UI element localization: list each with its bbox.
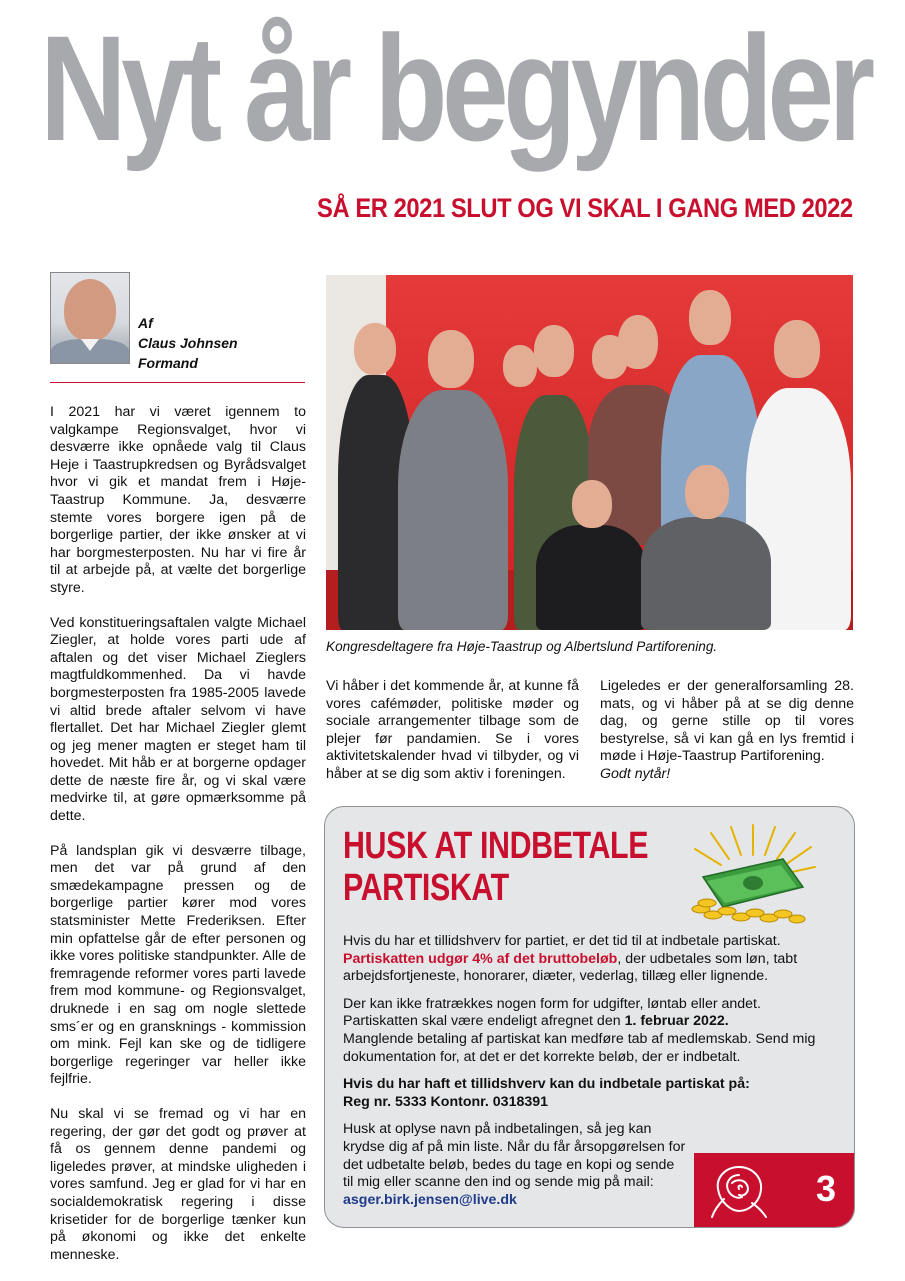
notice-text: , der udbetales som løn, tabt arbejdsfortjeneste, honorarer, diæter, vederlag, tillæg eller lignende. [343,950,798,985]
notice-text: Hvis du har et tillidshverv for partiet, er det tid til at indbetale partiskat. [343,933,781,949]
article-paragraph: I 2021 har vi været igennem to valgkampe Regionsvalget, hvor vi desværre ikke opnåede valg til Claus Heje i Taastrupkredsen og Byrådsvalget hvor vi gik et mandat frem i Høje-Taastrup Kommune. Ja, desværre stemte vores borgere igen på de borgerlige partier, der ikke ønsker at vi har borgmesterposten. Nu har vi fire år til at arbejde på, at vælte det borgerlige styre. [50,404,306,596]
notice-deadline: 1. februar 2022. [624,1013,729,1030]
author-photo [50,272,130,364]
page-headline: Nyt år begynder [40,4,870,172]
byline-prefix: Af [138,315,153,331]
notice-title-line: HUSK AT INDBETALE [343,825,649,867]
photo-caption: Kongresdeltagere fra Høje-Taastrup og Albertslund Partiforening. [326,639,718,654]
article-column-1 [50,404,306,1281]
article-paragraph: På landsplan gik vi desværre tilbage, men det var på grund af den smædekampagne pressen og de borgerlige partier kører mod vores statsminister Mette Frederiksen. Efter min opfattelse går de efter personen og ikke vores politiske standpunkter. Alle de fremragende reformer vores parti lavede frem mod kommune- og Regionsvalget, druknede i en sag om nogle slettede sms´er og en gransknings - kommission om mink. Fejl kan ske og de tidligere borgerlige regeringer var heller ikke fejlfrie. [50,842,306,1088]
notice-paragraph [343,996,835,1066]
article-paragraph: Ligeledes er der generalforsamling 28. mats, og vi håber på at se dig denne dag, og gerne stille op til vores bestyrelse, så vi kan gå en lys fremtid i møde i Høje-Taastrup Partiforening. [600,678,854,765]
group-photo [326,275,853,630]
notice-text: Manglende betaling af partiskat kan medføre tab af medlemskab. Send mig dokumentation for, at det er det korrekte beløb, der er indbetalt. [343,1030,816,1065]
notice-title-line: PARTISKAT [343,867,509,909]
money-stack-icon [683,815,823,927]
notice-text: Husk at oplyse navn på indbetalingen, så jeg kan krydse dig af på min liste. Når du får årsopgørelsen for det udbetalte beløb, bedes du tage en kopi og sende til mig eller scanne den ind og sende mig på mail: [343,1121,686,1191]
byline-name: Claus Johnsen [138,335,238,351]
byline-role: Formand [138,355,198,371]
article-column-3 [600,678,854,784]
notice-paragraph [343,933,835,986]
partiskat-notice [324,806,855,1228]
notice-payment-info: Hvis du har haft et tillidshverv kan du indbetale partiskat på: [343,1076,750,1093]
notice-highlight: Partiskatten udgør 4% af det bruttobeløb [343,950,618,967]
notice-account-number: Reg nr. 5333 Kontonr. 0318391 [343,1093,549,1110]
article-paragraph: Vi håber i det kommende år, at kunne få vores cafémøder, politiske møder og sociale arrangementer tilbage som de plejer før pandamien. Se i vores aktivitetskalender hvad vi tilbyder, og vi håber at se dig som aktiv i foreningen. [326,678,579,782]
byline [138,313,238,373]
notice-title [343,825,648,909]
article-column-2 [326,678,579,801]
byline-divider [50,382,305,383]
notice-text: Der kan ikke fratrækkes nogen form for udgifter, løntab eller andet. Partiskatten skal være endeligt afregnet den [343,995,761,1030]
rose-icon [708,1159,770,1221]
article-paragraph: Nu skal vi se fremad og vi har en regering, der gør det godt og prøver at få os gennem denne pandemi og ligeledes prøver, at mindske uligheden i vores samfund. Jeg er glad for vi har en socialdemokratisk regering i disse krisetider for de borgerlige tænker kun på økonomi og ikke det enkelte menneske. [50,1105,306,1263]
page-badge [694,1153,854,1227]
sign-off: Godt nytår! [600,765,671,782]
notice-paragraph [343,1121,688,1209]
article-paragraph: Ved konstitueringsaftalen valgte Michael Ziegler, at holde vores parti ude af aftalen og det viser Michael Zieglers magtfuldkommenhed. Da vi havde borgmesterposten fra 1985-2005 lavede vi altid brede aftaler selvom vi have flertallet. Det har Michael Ziegler glemt og jeg mener magten er steget ham til hovedet. Mit håb er at borgerne opdager dette de næste fire år, og vi skal være medvirke til, at gøre opmærksomme på dette. [50,614,306,825]
page-number: 3 [815,1168,836,1209]
contact-email: asger.birk.jensen@live.dk [343,1191,517,1208]
notice-paragraph [343,1076,835,1111]
page-subtitle: SÅ ER 2021 SLUT OG VI SKAL I GANG MED 2022 [317,193,853,223]
